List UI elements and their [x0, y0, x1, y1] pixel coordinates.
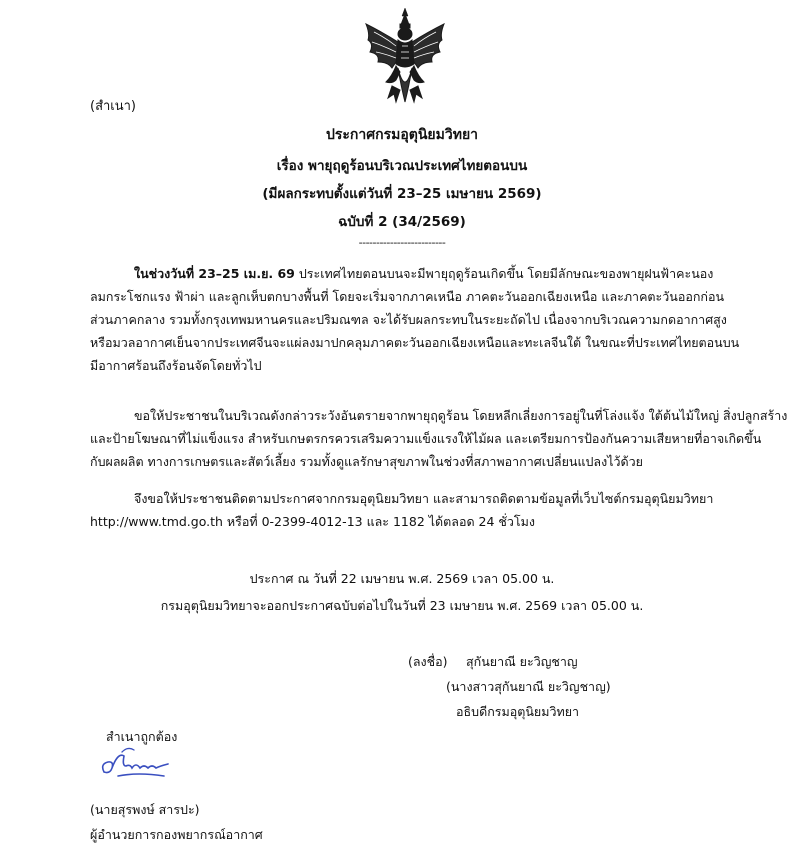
next-announcement: กรมอุตุนิยมวิทยาจะออกประกาศฉบับต่อไปในวันที่ 23 เมษายน พ.ศ. 2569 เวลา 05.00 น.	[160, 598, 644, 613]
garuda-emblem	[362, 6, 448, 110]
paragraph-line: และป้ายโฆษณาที่ไม่แข็งแรง สำหรับเกษตรกรควรเสริมความแข็งแรงให้ไม้ผล และเตรียมการป้องกันความเสียหายที่อาจเกิดขึ้น	[90, 431, 762, 446]
paragraph-line: http://www.tmd.go.th หรือที่ 0-2399-4012-13 และ 1182 ได้ตลอด 24 ชั่วโมง	[90, 514, 535, 529]
signed-name: สุกันยาณี ยะวิญชาญ	[466, 654, 578, 669]
paragraph-line: ขอให้ประชาชนในบริเวณดังกล่าวระวังอันตรายจากพายุฤดูร้อน โดยหลีกเลี่ยงการอยู่ในที่โล่งแจ้ง ใต้ต้นไม้ใหญ่ สิ่งปลูกสร้าง	[134, 408, 788, 423]
heading-divider: -------------------------	[358, 236, 446, 249]
paragraph-warning	[90, 404, 788, 473]
announcement-date: ประกาศ ณ วันที่ 22 เมษายน พ.ศ. 2569 เวลา 05.00 น.	[249, 571, 555, 586]
paragraph-line: ลมกระโชกแรง ฟ้าผ่า และลูกเห็บตกบางพื้นที่ โดยจะเริ่มจากภาคเหนือ ภาคตะวันออกเฉียงเหนือ และภาคตะวันออกก่อน	[90, 289, 725, 304]
announcement-title: ประกาศกรมอุตุนิยมวิทยา	[325, 127, 479, 143]
paragraph-line: หรือมวลอากาศเย็นจากประเทศจีนจะแผ่ลงมาปกคลุมภาคตะวันออกเฉียงเหนือและทะเลจีนใต้ ในขณะที่ประเทศไทยตอนบน	[90, 335, 740, 350]
certified-copy-label: สำเนาถูกต้อง	[106, 729, 178, 744]
signatory-full-name: (นางสาวสุกันยาณี ยะวิญชาญ)	[446, 679, 611, 694]
handwritten-signature	[98, 742, 178, 784]
signatory-position: อธิบดีกรมอุตุนิยมวิทยา	[456, 704, 580, 719]
forecast-lead: ในช่วงวันที่ 23–25 เม.ย. 69	[134, 266, 295, 281]
certifier-name: (นายสุรพงษ์ สารปะ)	[90, 802, 200, 817]
paragraph-line: กับผลผลิต ทางการเกษตรและสัตว์เลี้ยง รวมทั้งดูแลรักษาสุขภาพในช่วงที่สภาพอากาศเปลี่ยนแปลงไว้ด้วย	[90, 454, 643, 469]
paragraph-followup	[90, 487, 722, 533]
paragraph-line: จึงขอให้ประชาชนติดตามประกาศจากกรมอุตุนิยมวิทยา และสามารถติดตามข้อมูลที่เว็บไซต์กรมอุตุนิยมวิทยา	[134, 491, 714, 506]
copy-label: (สำเนา)	[90, 99, 137, 114]
effective-period: (มีผลกระทบตั้งแต่วันที่ 23–25 เมษายน 2569)	[262, 186, 542, 202]
forecast-text: ประเทศไทยตอนบนจะมีพายุฤดูร้อนเกิดขึ้น โดยมีลักษณะของพายุฝนฟ้าคะนอง	[294, 266, 714, 281]
certifier-position: ผู้อำนวยการกองพยากรณ์อากาศ	[90, 827, 263, 842]
paragraph-line: มีอากาศร้อนถึงร้อนจัดโดยทั่วไป	[90, 358, 262, 373]
announcement-subject: เรื่อง พายุฤดูร้อนบริเวณประเทศไทยตอนบน	[276, 158, 528, 174]
issue-number: ฉบับที่ 2 (34/2569)	[338, 214, 466, 230]
paragraph-forecast	[90, 262, 740, 377]
paragraph-line: ส่วนภาคกลาง รวมทั้งกรุงเทพมหานครและปริมณฑล จะได้รับผลกระทบในระยะถัดไป เนื่องจากบริเวณความกดอากาศสูง	[90, 312, 727, 327]
paragraph-line	[90, 262, 722, 285]
signed-label: (ลงชื่อ)	[408, 654, 448, 669]
